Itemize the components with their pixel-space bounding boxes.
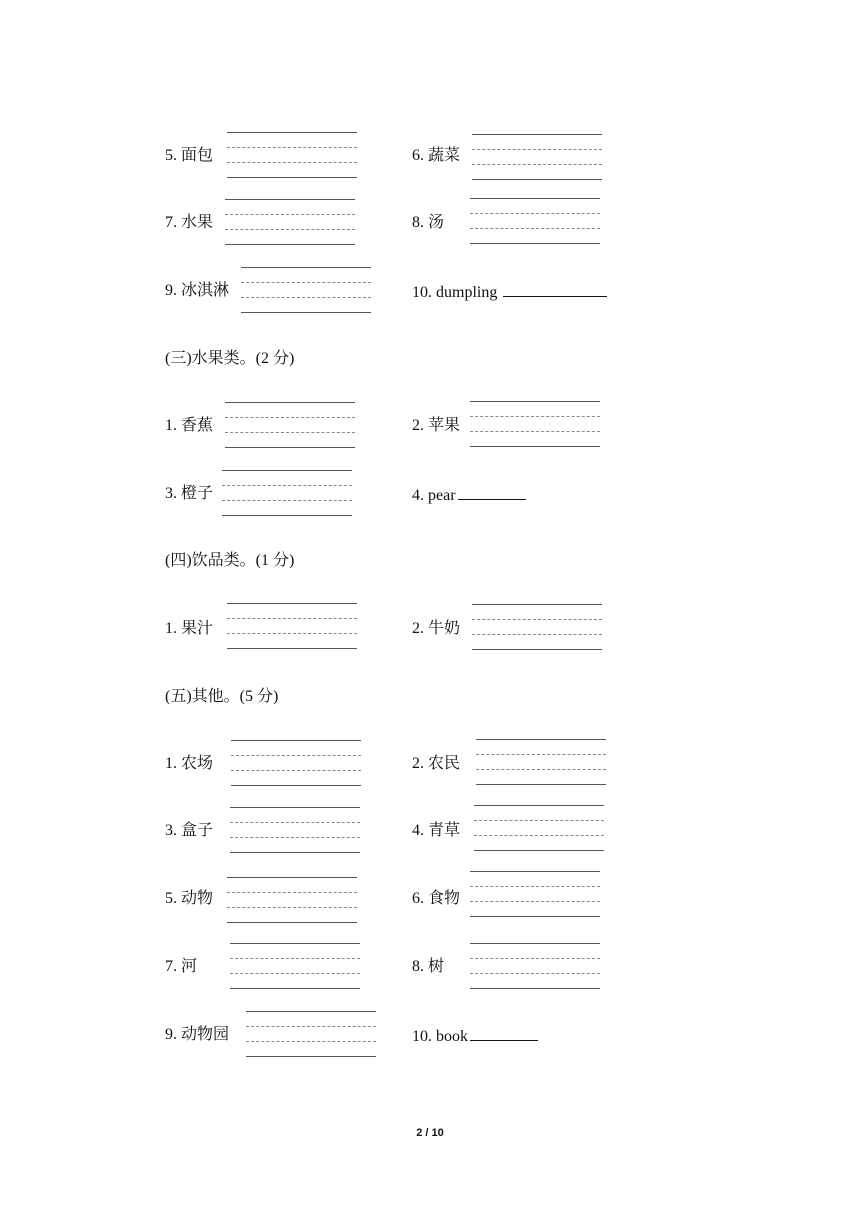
item-label: 8. 树 (412, 958, 445, 975)
answer-blank[interactable] (503, 281, 607, 297)
writing-lines[interactable] (470, 935, 600, 1005)
item-label: 8. 汤 (412, 214, 445, 231)
item-label: 1. 果汁 (165, 620, 214, 637)
item-label: 1. 农场 (165, 755, 214, 772)
answer-blank[interactable] (470, 1025, 538, 1041)
writing-lines[interactable] (470, 867, 600, 937)
item-label: 2. 牛奶 (412, 620, 461, 637)
item-label: 7. 河 (165, 958, 198, 975)
item-label: 1. 香蕉 (165, 417, 214, 434)
item-label: 4. 青草 (412, 822, 461, 839)
writing-lines[interactable] (227, 597, 357, 667)
item-label: 3. 橙子 (165, 485, 214, 502)
item-label: 3. 盒子 (165, 822, 214, 839)
writing-lines[interactable] (225, 191, 355, 261)
item-label: 5. 面包 (165, 147, 214, 164)
section-heading-fruit: (三)水果类。(2 分) (165, 350, 295, 367)
writing-lines[interactable] (246, 1003, 376, 1073)
section-heading-drinks: (四)饮品类。(1 分) (165, 552, 295, 569)
writing-lines[interactable] (472, 124, 602, 194)
item-label: 2. 农民 (412, 755, 461, 772)
item-label: 10. book (412, 1025, 538, 1047)
writing-lines[interactable] (474, 799, 604, 869)
writing-lines[interactable] (231, 732, 361, 802)
writing-lines[interactable] (227, 867, 357, 937)
writing-lines[interactable] (472, 597, 602, 667)
writing-lines[interactable] (227, 124, 357, 194)
writing-lines[interactable] (476, 732, 606, 802)
answer-blank[interactable] (458, 484, 526, 500)
item-label: 6. 食物 (412, 890, 461, 907)
item-label: 4. pear (412, 484, 526, 506)
writing-lines[interactable] (470, 191, 600, 261)
item-label: 7. 水果 (165, 214, 214, 231)
section-heading-other: (五)其他。(5 分) (165, 688, 279, 705)
item-label: 10. dumpling (412, 281, 607, 303)
item-label: 2. 苹果 (412, 417, 461, 434)
writing-lines[interactable] (230, 935, 360, 1005)
writing-lines[interactable] (225, 394, 355, 464)
item-label: 5. 动物 (165, 890, 214, 907)
writing-lines[interactable] (222, 462, 352, 532)
writing-lines[interactable] (470, 394, 600, 464)
item-label: 9. 动物园 (165, 1026, 230, 1043)
item-label: 9. 冰淇淋 (165, 282, 230, 299)
item-label: 6. 蔬菜 (412, 147, 461, 164)
writing-lines[interactable] (230, 799, 360, 869)
writing-lines[interactable] (241, 259, 371, 329)
page-number: 2 / 10 (416, 1127, 444, 1139)
